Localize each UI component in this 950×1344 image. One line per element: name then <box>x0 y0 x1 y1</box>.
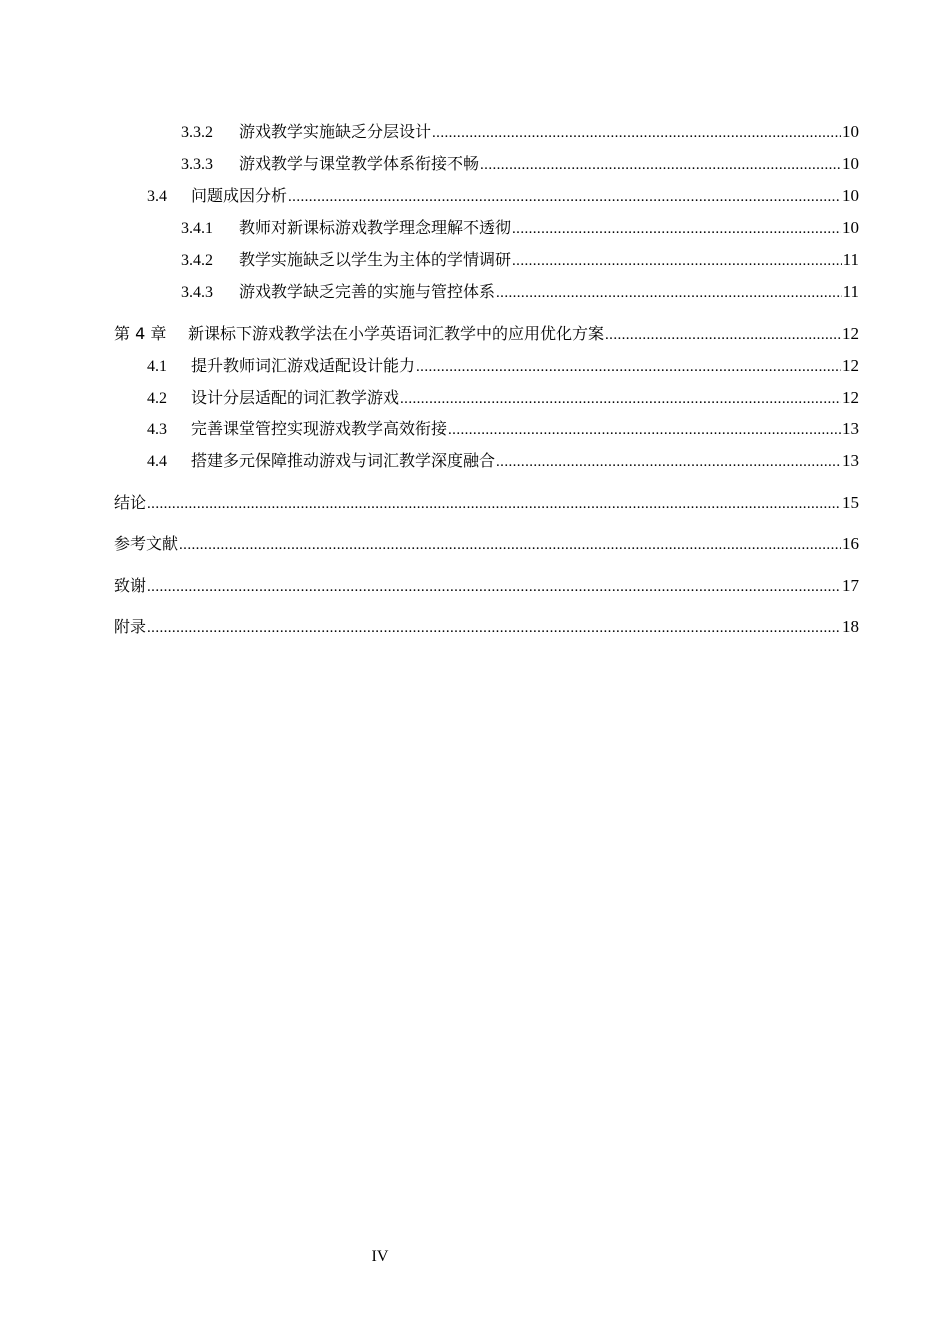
toc-dot-leader <box>179 534 841 555</box>
toc-entry-page: 10 <box>842 218 859 237</box>
toc-dot-leader <box>496 451 841 472</box>
toc-entry-3-3-3[interactable] <box>181 154 859 176</box>
toc-entry-number: 3.4.3 <box>181 284 213 301</box>
toc-entry-3-4-2[interactable] <box>181 250 859 272</box>
toc-entry-3-4-3[interactable] <box>181 282 859 304</box>
toc-entry-number: 3.4.1 <box>181 220 213 237</box>
toc-dot-leader <box>147 576 841 597</box>
toc-entry-title: 新课标下游戏教学法在小学英语词汇教学中的应用优化方案 <box>188 324 605 343</box>
toc-entry-number: 4.2 <box>147 390 167 407</box>
toc-entry-title: 游戏教学与课堂教学体系衔接不畅 <box>239 154 480 173</box>
toc-entry-4-3[interactable] <box>147 419 859 441</box>
toc-entry-title: 参考文献 <box>114 534 179 553</box>
toc-dot-leader <box>605 324 841 345</box>
toc-entry-page: 10 <box>842 186 859 205</box>
toc-entry-number: 3.3.3 <box>181 156 213 173</box>
toc-entry-page: 10 <box>842 122 859 141</box>
toc-dot-leader <box>512 218 841 239</box>
page-number-footer: IV <box>371 1248 389 1265</box>
toc-entry-3-4[interactable] <box>147 186 859 208</box>
toc-entry-references[interactable] <box>114 534 859 556</box>
toc-entry-page: 17 <box>842 576 859 595</box>
toc-entry-chapter-4[interactable] <box>114 324 859 346</box>
toc-entry-title: 致谢 <box>114 576 147 595</box>
toc-entry-3-3-2[interactable] <box>181 122 859 144</box>
toc-entry-appendix[interactable] <box>114 617 859 639</box>
toc-entry-title: 游戏教学缺乏完善的实施与管控体系 <box>239 282 496 301</box>
toc-dot-leader <box>288 186 841 207</box>
toc-entry-number: 3.4 <box>147 188 167 205</box>
toc-entry-title: 游戏教学实施缺乏分层设计 <box>239 122 432 141</box>
toc-entry-title: 附录 <box>114 617 147 636</box>
toc-dot-leader <box>512 250 842 271</box>
toc-entry-number: 3.3.2 <box>181 124 213 141</box>
toc-entry-page: 11 <box>842 250 859 269</box>
toc-entry-acknowledgements[interactable] <box>114 576 859 598</box>
toc-dot-leader <box>147 493 841 514</box>
toc-entry-title: 教师对新课标游戏教学理念理解不透彻 <box>239 218 512 237</box>
toc-dot-leader <box>496 282 842 303</box>
toc-entry-number: 第 4 章 <box>114 324 167 343</box>
toc-entry-page: 11 <box>842 282 859 301</box>
toc-entry-number: 3.4.2 <box>181 252 213 269</box>
toc-entry-conclusion[interactable] <box>114 493 859 515</box>
toc-entry-title: 结论 <box>114 493 147 512</box>
toc-entry-page: 18 <box>842 617 859 636</box>
toc-entry-number: 4.4 <box>147 453 167 470</box>
toc-dot-leader <box>480 154 841 175</box>
toc-entry-number: 4.1 <box>147 358 167 375</box>
toc-entry-title: 教学实施缺乏以学生为主体的学情调研 <box>239 250 512 269</box>
toc-entry-title: 提升教师词汇游戏适配设计能力 <box>191 356 416 375</box>
toc-entry-3-4-1[interactable] <box>181 218 859 240</box>
toc-dot-leader <box>400 388 841 409</box>
toc-entry-page: 10 <box>842 154 859 173</box>
toc-entry-4-2[interactable] <box>147 388 859 410</box>
toc-entry-page: 13 <box>842 451 859 470</box>
toc-entry-title: 问题成因分析 <box>191 186 288 205</box>
toc-entry-page: 12 <box>842 388 859 407</box>
toc-dot-leader <box>432 122 841 143</box>
toc-entry-page: 12 <box>842 356 859 375</box>
toc-entry-title: 完善课堂管控实现游戏教学高效衔接 <box>191 419 448 438</box>
toc-entry-4-4[interactable] <box>147 451 859 473</box>
toc-entry-page: 12 <box>842 324 859 343</box>
toc-entry-4-1[interactable] <box>147 356 859 378</box>
toc-dot-leader <box>147 617 841 638</box>
toc-entry-page: 16 <box>842 534 859 553</box>
toc-entry-title: 搭建多元保障推动游戏与词汇教学深度融合 <box>191 451 496 470</box>
toc-dot-leader <box>416 356 841 377</box>
toc-entry-page: 13 <box>842 419 859 438</box>
toc-entry-page: 15 <box>842 493 859 512</box>
toc-entry-number: 4.3 <box>147 421 167 438</box>
toc-dot-leader <box>448 419 841 440</box>
toc-entry-title: 设计分层适配的词汇教学游戏 <box>191 388 400 407</box>
